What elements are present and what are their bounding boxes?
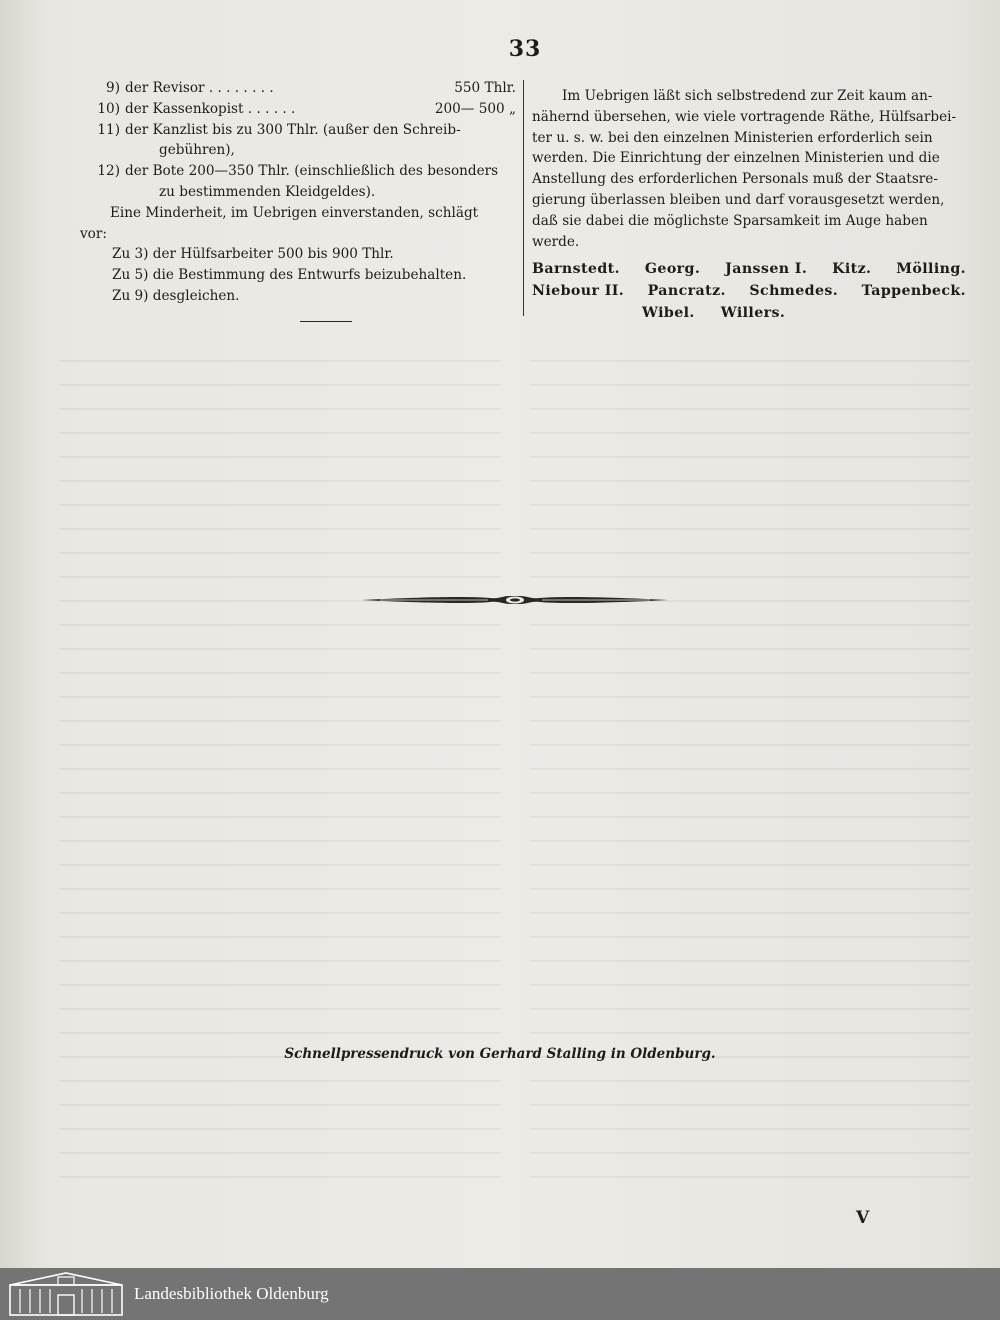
library-name[interactable]: Landesbibliothek Oldenburg (134, 1284, 329, 1303)
list-item-10 (80, 99, 516, 120)
left-column (80, 78, 516, 307)
item-amount: 550 Thlr. (454, 80, 516, 96)
library-building-icon[interactable] (8, 1271, 124, 1317)
signature-mark: V (856, 1208, 870, 1228)
signatories (532, 258, 966, 324)
item-number: 11) (97, 121, 120, 138)
list-item-9 (80, 78, 516, 99)
proposal-3: Zu 3) der Hülfsarbeiter 500 bis 900 Thlr. (112, 246, 394, 263)
signatories-row (532, 258, 966, 280)
signatory-name: Barnstedt. (532, 261, 620, 278)
library-footer-bar (0, 1268, 1000, 1320)
item-text: der Revisor . . . . . . . . (125, 80, 274, 96)
item-number: 9) (106, 80, 120, 96)
column-divider (523, 80, 524, 316)
signatory-name: Wibel. (642, 305, 695, 322)
paragraph-line: ter u. s. w. bei den einzelnen Ministerien erforderlich sein (532, 129, 933, 146)
signatory-name: Georg. (644, 261, 701, 278)
signatory-name: Tappenbeck. (861, 283, 966, 300)
paragraph-line: nähernd übersehen, wie viele vortragende Räthe, Hülfsarbei- (532, 108, 957, 125)
minority-statement: Eine Minderheit, im Uebrigen einverstanden, schlägt (110, 204, 479, 221)
item-11-continuation: gebühren), (159, 142, 235, 159)
proposal-9: Zu 9) desgleichen. (112, 287, 240, 304)
paragraph-line: Im Uebrigen läßt sich selbstredend zur Zeit kaum an- (562, 88, 933, 104)
item-number: 10) (97, 100, 120, 117)
item-text: der Kassenkopist . . . . . . (125, 100, 296, 117)
paragraph-line: Anstellung des erforderlichen Personals muß der Staatsre- (532, 171, 938, 188)
item-text: der Bote 200—350 Thlr. (einschließlich des besonders (125, 163, 499, 180)
signatory-name: Mölling. (896, 261, 966, 278)
proposal-5: Zu 5) die Bestimmung des Entwurfs beizubehalten. (112, 267, 467, 284)
page-number: 33 (508, 36, 542, 62)
signatories-row (532, 302, 966, 324)
list-item-12 (80, 161, 516, 182)
ornament-divider-icon (360, 588, 670, 612)
printer-imprint: Schnellpressendruck von Gerhard Stalling in Oldenburg. (284, 1046, 716, 1062)
signatory-name: Willers. (720, 305, 786, 322)
signatory-name: Pancratz. (647, 283, 726, 300)
item-number: 12) (97, 163, 120, 180)
paragraph-line: werde. (532, 233, 580, 250)
signatory-name: Janssen I. (725, 261, 808, 278)
signatory-name: Schmedes. (749, 283, 839, 300)
item-amount: 200— 500 „ (434, 100, 516, 117)
signatory-name: Niebour II. (532, 283, 625, 300)
paragraph-line: werden. Die Einrichtung der einzelnen Ministerien und die (532, 150, 940, 167)
minority-statement-end: vor: (80, 225, 107, 242)
section-end-rule (300, 321, 352, 322)
signatory-name: Kitz. (832, 261, 872, 278)
right-column (532, 86, 966, 324)
signatories-row (532, 280, 966, 302)
paragraph-line: daß sie dabei die möglichste Sparsamkeit im Auge haben (532, 212, 928, 229)
item-12-continuation: zu bestimmenden Kleidgeldes). (159, 183, 376, 200)
item-text: der Kanzlist bis zu 300 Thlr. (außer den Schreib- (125, 121, 461, 138)
paragraph-line: gierung überlassen bleiben und darf vorausgesetzt werden, (532, 191, 945, 208)
list-item-11 (80, 120, 516, 141)
